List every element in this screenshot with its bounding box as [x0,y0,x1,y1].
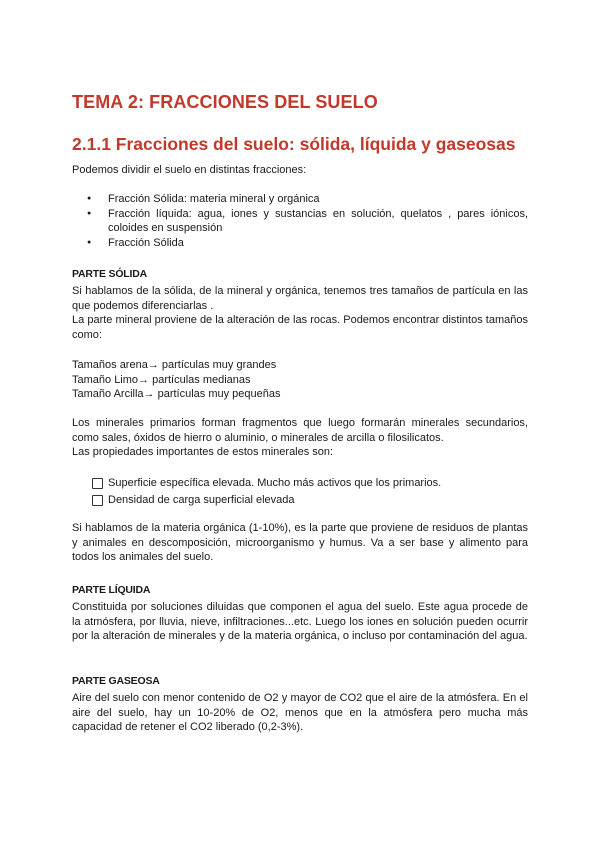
list-item [72,492,528,509]
liquid-paragraph: Constituida por soluciones diluidas que componen el agua del suelo. Este agua procede de la atmósfera, por lluvia, nieve, infiltraciones...etc. Luego los iones en solución pueden ocurrir por la alteración de minerales y de la materia orgánica, o incluso por contaminación del agua. [72,601,528,643]
properties-list [72,475,528,509]
checkbox[interactable] [92,495,103,506]
size-line: Tamaño Arcilla→ partículas muy pequeñas [72,388,281,401]
minerals-block [72,416,528,460]
document-title: TEMA 2: FRACCIONES DEL SUELO [72,92,378,112]
list-item: ● Fracción líquida: agua, iones y sustancias en solución, quelatos , pares iónicos, coloides en suspensión [72,207,528,236]
gas-heading: PARTE GASEOSA [72,675,160,687]
checkbox[interactable] [92,478,103,489]
solid-block [72,284,528,342]
solid-paragraph-3: Los minerales primarios forman fragmentos que luego formarán minerales secundarios, como sales, óxidos de hierro o aluminio, o minerales de arcilla o filosilicatos. [72,417,528,444]
list-item: ● Fracción Sólida [72,236,528,251]
size-line: Tamaños arena→ partículas muy grandes [72,359,277,371]
section-subtitle: 2.1.1 Fracciones del suelo: sólida, líquida y gaseosas [72,134,516,154]
fractions-list [72,192,528,250]
liquid-heading: PARTE LÍQUIDA [72,584,151,596]
gas-paragraph: Aire del suelo con menor contenido de O2 y mayor de CO2 que el aire de la atmósfera. En el aire del suelo, hay un 10-20% de O2, menos que en la atmósfera pero mucha más capacidad de retener el CO2 liberado (0,2-3%). [72,692,528,734]
property-label: Superficie específica elevada. Mucho más activos que los primarios. [108,477,442,489]
solid-paragraph-1: Si hablamos de la sólida, de la mineral y orgánica, tenemos tres tamaños de partícula en las que podemos diferenciarlas . [72,285,528,312]
sizes-block [72,358,528,402]
solid-paragraph-5: Si hablamos de la materia orgánica (1-10%), es la parte que proviene de residuos de plantas y animales en descomposición, microorganismo y humus. Va a ser base y alimento para todos los animales del suelo. [72,522,528,564]
size-line: Tamaño Limo→ partículas medianas [72,373,251,386]
solid-heading: PARTE SÓLIDA [72,268,147,280]
list-item [72,475,528,492]
list-item: ● Fracción Sólida: materia mineral y orgánica [72,192,528,207]
solid-paragraph-2: La parte mineral proviene de la alteración de las rocas. Podemos encontrar distintos tamaños como: [72,314,528,341]
intro-text: Podemos dividir el suelo en distintas fracciones: [72,164,307,176]
property-label: Densidad de carga superficial elevada [108,494,295,506]
solid-paragraph-4: Las propiedades importantes de estos minerales son: [72,446,334,459]
